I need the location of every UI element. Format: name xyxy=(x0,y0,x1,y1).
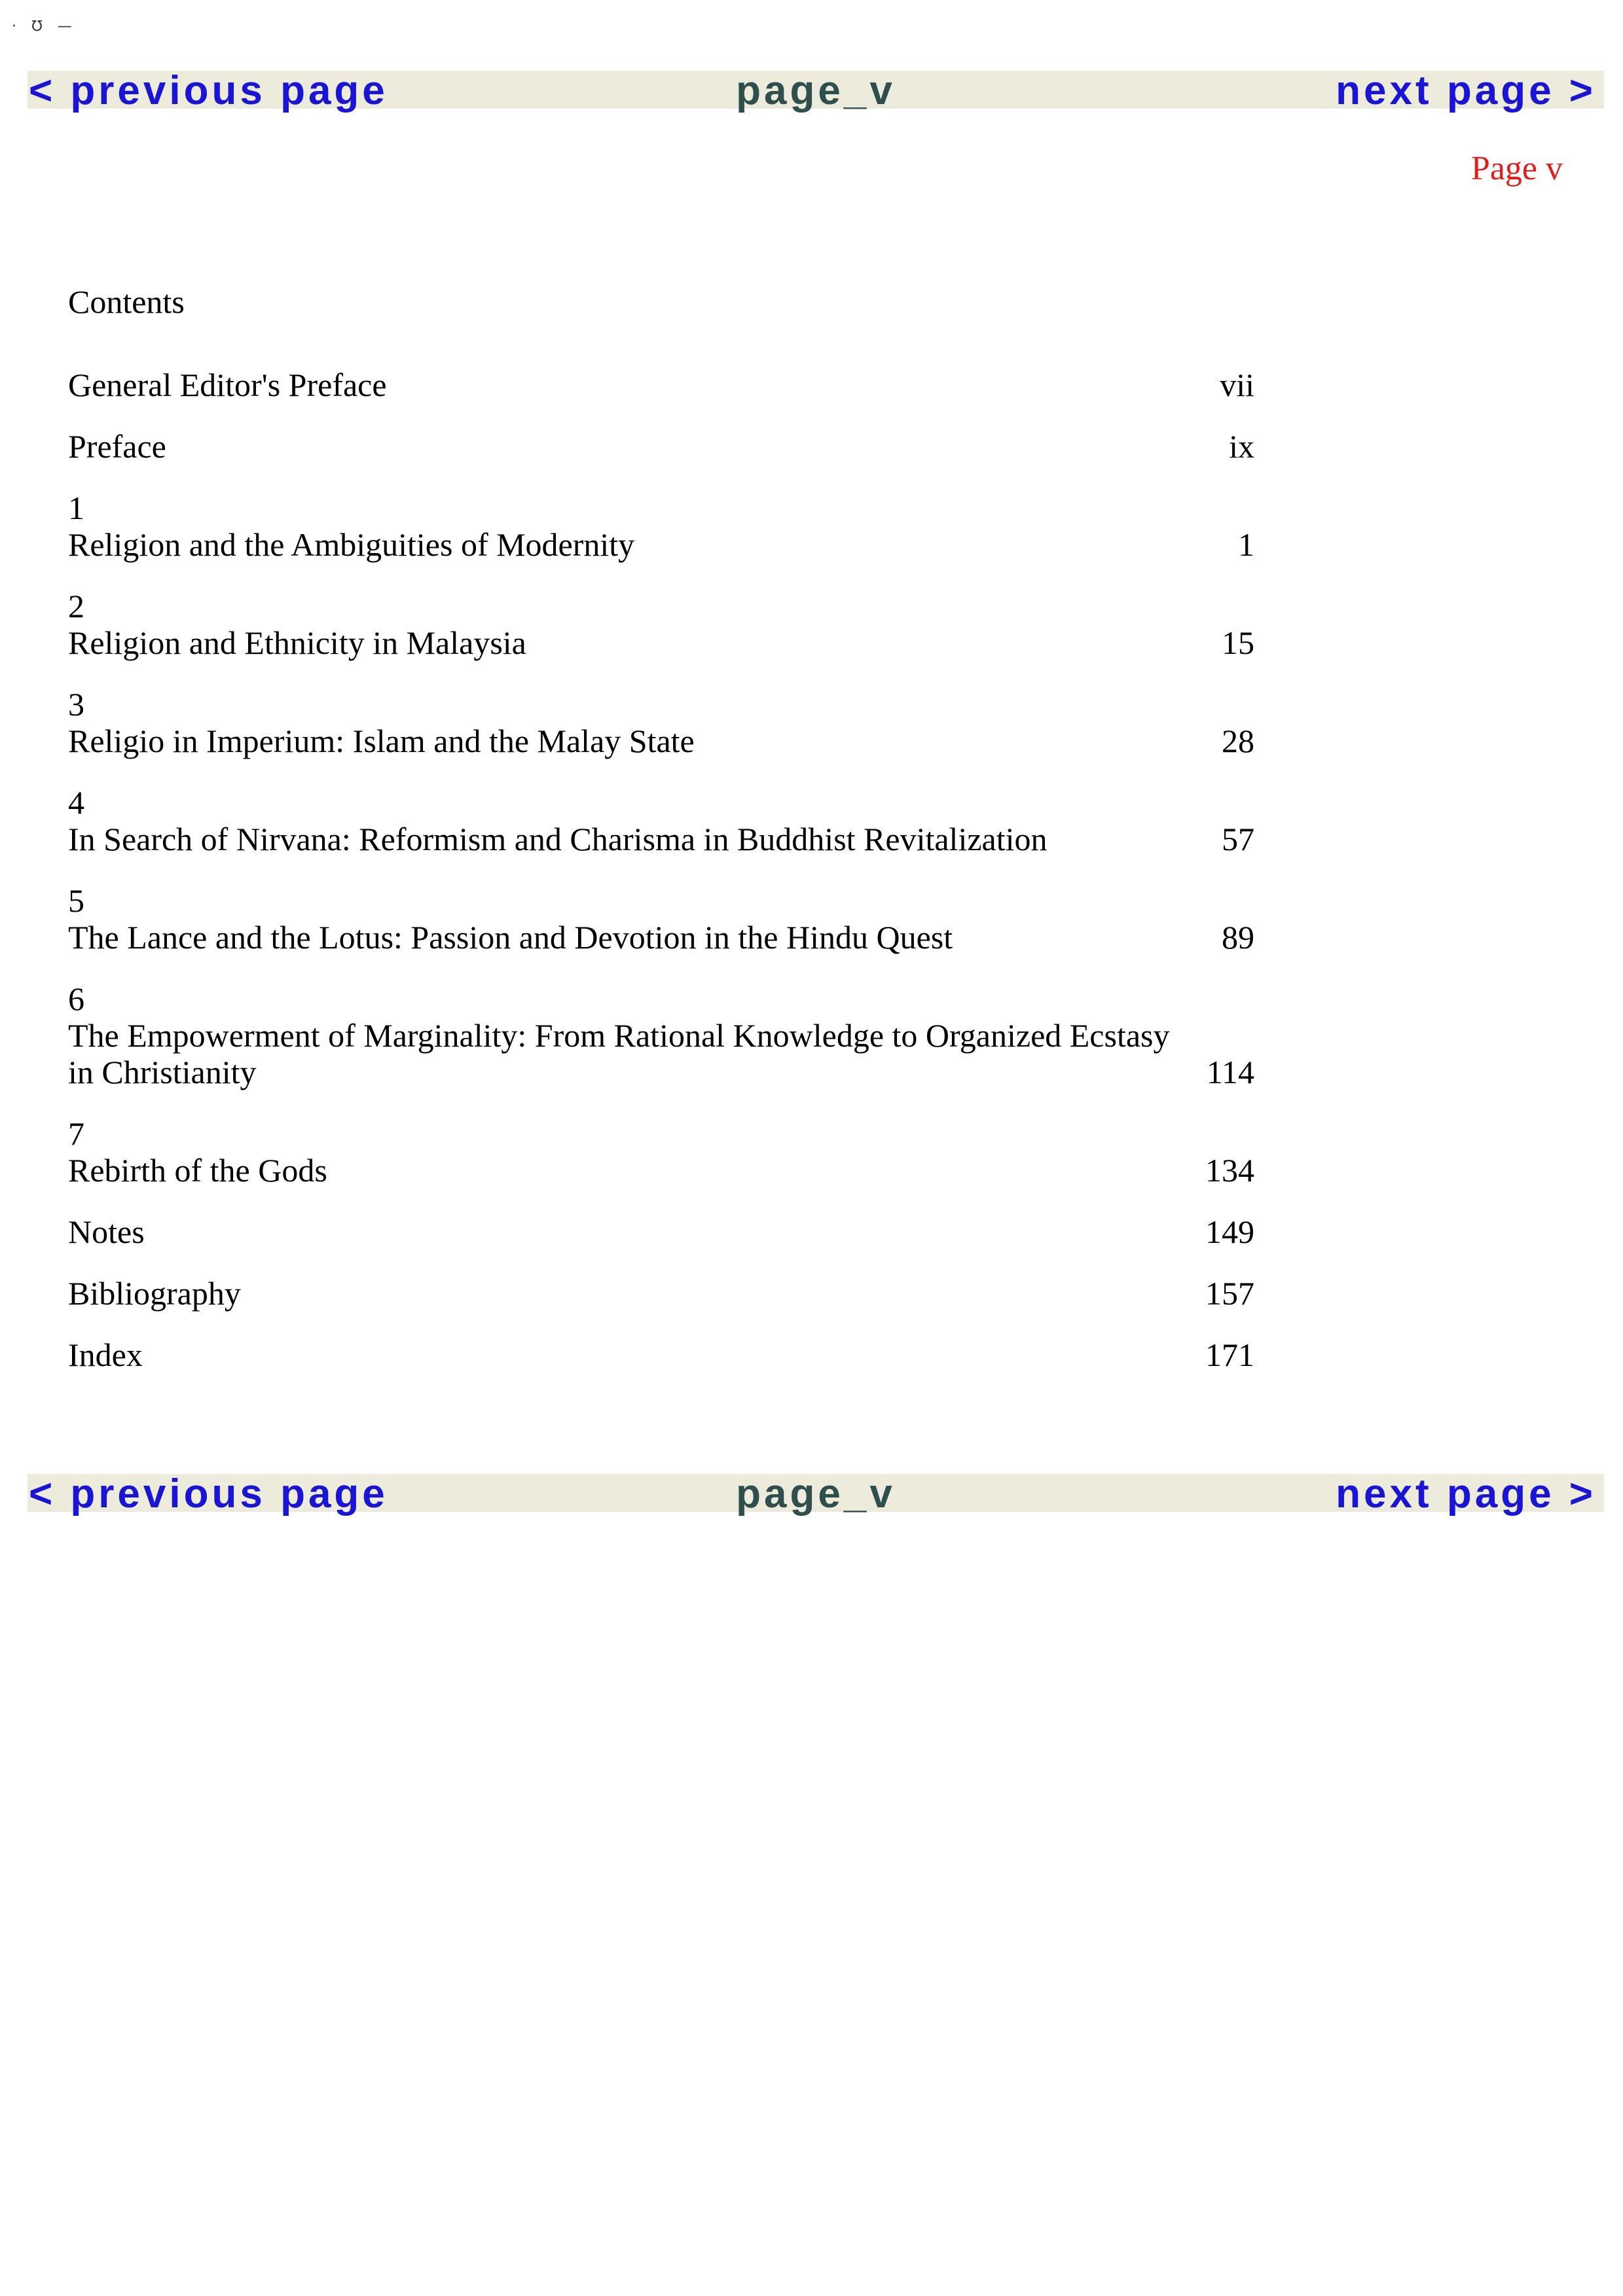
toc-entry xyxy=(68,428,1254,465)
toc-title: General Editor's Preface xyxy=(68,367,387,403)
toc-row xyxy=(68,526,1254,563)
chapter-number: 4 xyxy=(68,784,84,821)
top-navigation-bar xyxy=(27,68,1604,113)
toc-row xyxy=(68,723,1254,759)
toc-title: Religion and Ethnicity in Malaysia xyxy=(68,624,526,661)
chapter-number: 6 xyxy=(68,980,84,1017)
toc-page-number: vii xyxy=(1220,367,1254,403)
toc-title: Index xyxy=(68,1336,143,1373)
toc-title: The Lance and the Lotus: Passion and Devotion in the Hindu Quest xyxy=(68,919,953,956)
toc-row xyxy=(68,1017,1254,1090)
previous-page-link[interactable]: < previous page xyxy=(29,1471,388,1516)
current-page-label: page_v xyxy=(736,1471,896,1516)
toc-page-number: 114 xyxy=(1206,1054,1254,1090)
toc-entry xyxy=(68,882,1254,956)
chapter-number: 1 xyxy=(68,490,84,526)
toc-entry xyxy=(68,367,1254,403)
next-page-link[interactable]: next page > xyxy=(1336,1471,1596,1516)
toc-row xyxy=(68,821,1254,857)
current-page-label: page_v xyxy=(736,68,896,113)
toc-row xyxy=(68,428,1254,465)
toc-page-number: 171 xyxy=(1205,1336,1254,1373)
toc-row xyxy=(68,624,1254,661)
contents-heading: Contents xyxy=(68,283,185,320)
page-number-marker: Page v xyxy=(1470,150,1563,187)
toc-title: Religio in Imperium: Islam and the Malay State xyxy=(68,723,695,759)
toc-row xyxy=(68,1275,1254,1312)
toc-page-number: 149 xyxy=(1205,1213,1254,1250)
toc-entry xyxy=(68,490,1254,563)
toc-entry xyxy=(68,1336,1254,1373)
toc-row xyxy=(68,1213,1254,1250)
toc-page-number: 134 xyxy=(1205,1152,1254,1189)
chapter-number: 5 xyxy=(68,882,84,919)
toc-title: Religion and the Ambiguities of Modernity xyxy=(68,526,635,563)
toc-entry xyxy=(68,784,1254,857)
toc-row xyxy=(68,919,1254,956)
toc-page-number: 57 xyxy=(1222,821,1254,857)
toc-entry xyxy=(68,1115,1254,1189)
toc-row xyxy=(68,367,1254,403)
toc-title: Bibliography xyxy=(68,1275,241,1312)
toc-entry xyxy=(68,980,1254,1090)
toc-entry xyxy=(68,1275,1254,1312)
toc-page-number: 89 xyxy=(1222,919,1254,956)
table-of-contents xyxy=(68,367,1254,1398)
toc-row xyxy=(68,1152,1254,1189)
corner-mark: · ℧ — xyxy=(12,18,77,35)
bottom-navigation-bar xyxy=(27,1471,1604,1516)
chapter-number: 2 xyxy=(68,588,84,624)
toc-page-number: 28 xyxy=(1222,723,1254,759)
toc-entry xyxy=(68,686,1254,759)
toc-page-number: ix xyxy=(1229,428,1254,465)
chapter-number: 3 xyxy=(68,686,84,723)
toc-title: Rebirth of the Gods xyxy=(68,1152,327,1189)
toc-page-number: 1 xyxy=(1238,526,1254,563)
previous-page-link[interactable]: < previous page xyxy=(29,68,388,113)
toc-entry xyxy=(68,1213,1254,1250)
toc-page-number: 157 xyxy=(1205,1275,1254,1312)
toc-title: The Empowerment of Marginality: From Rational Knowledge to Organized Ecstasy in Christianity xyxy=(68,1017,1170,1090)
toc-page-number: 15 xyxy=(1222,624,1254,661)
toc-title: Notes xyxy=(68,1213,145,1250)
toc-entry xyxy=(68,588,1254,661)
next-page-link[interactable]: next page > xyxy=(1336,68,1596,113)
toc-row xyxy=(68,1336,1254,1373)
chapter-number: 7 xyxy=(68,1115,84,1152)
toc-title: Preface xyxy=(68,428,166,465)
toc-title: In Search of Nirvana: Reformism and Charisma in Buddhist Revitalization xyxy=(68,821,1048,857)
